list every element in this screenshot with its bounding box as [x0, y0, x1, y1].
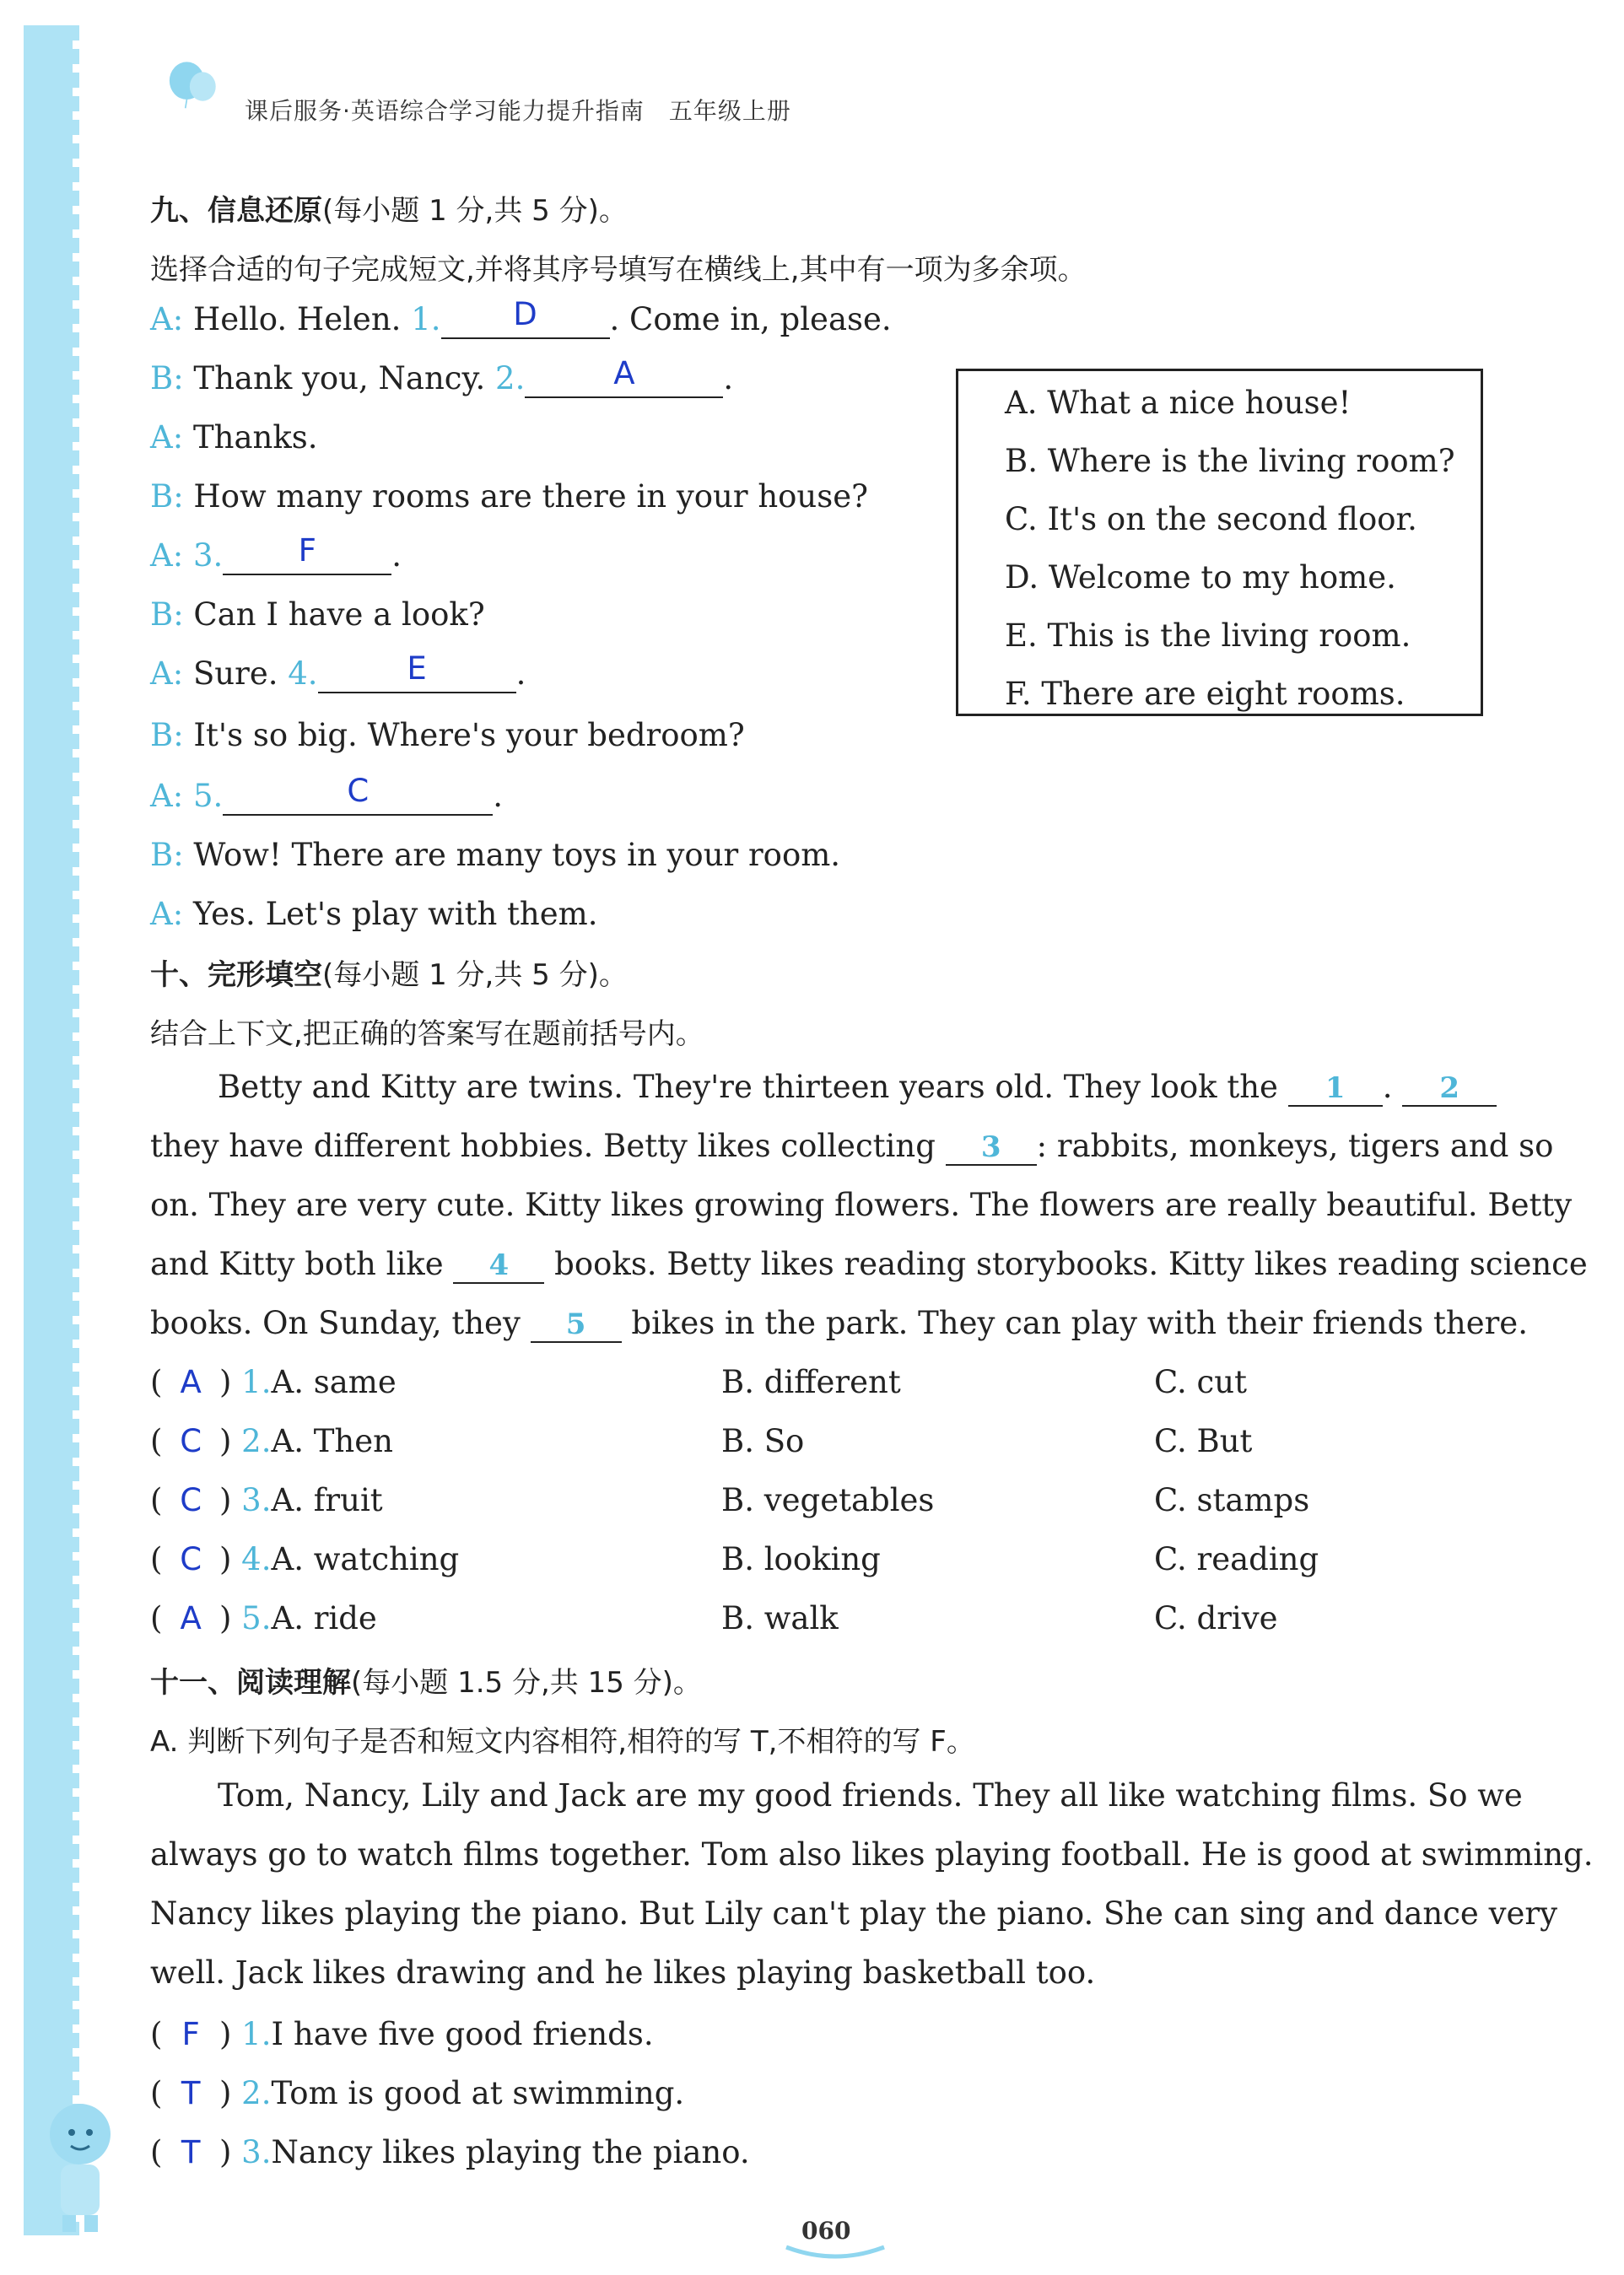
passage-line: they have different hobbies. Betty likes collecting 3 : rabbits, monkeys, tigers and so — [150, 1128, 1554, 1164]
passage-line: on. They are very cute. Kitty likes growing flowers. The flowers are really beautiful. Betty — [150, 1187, 1573, 1223]
section9-instruction: 选择合适的句子完成短文,并将其序号填写在横线上,其中有一项为多余项。 — [150, 253, 1087, 287]
page-header: 课后服务·英语综合学习能力提升指南 五年级上册 — [245, 97, 791, 125]
option-c: C. drive — [1154, 1600, 1278, 1636]
option-item: F. There are eight rooms. — [1005, 676, 1405, 712]
dialog-line: A: Thanks. — [150, 419, 318, 456]
section11-heading: 十一、阅读理解(每小题 1.5 分,共 15 分)。 — [150, 1666, 702, 1700]
cloze-question: ( C ) 3.A. fruit — [150, 1482, 383, 1518]
tf-question: ( F ) 1.I have five good friends. — [150, 2016, 654, 2052]
option-b: B. different — [721, 1364, 901, 1400]
tf-question: ( T ) 3.Nancy likes playing the piano. — [150, 2134, 750, 2170]
dialog-line: A: Yes. Let's play with them. — [150, 896, 598, 932]
option-b: B. vegetables — [721, 1482, 935, 1518]
options-box — [956, 369, 1483, 716]
cloze-question: ( A ) 1.A. same — [150, 1364, 397, 1400]
option-item: A. What a nice house! — [1005, 385, 1352, 421]
section10-instruction: 结合上下文,把正确的答案写在题前括号内。 — [150, 1017, 704, 1051]
cloze-question: ( A ) 5.A. ride — [150, 1600, 377, 1636]
option-b: B. walk — [721, 1600, 839, 1636]
dialog-line: B: It's so big. Where's your bedroom? — [150, 717, 745, 753]
section11-instruction: A. 判断下列句子是否和短文内容相符,相符的写 T,不相符的写 F。 — [150, 1725, 975, 1759]
dialog-line: B: Thank you, Nancy. 2. A . — [150, 355, 734, 396]
dialog-line: A: 3. F . — [150, 532, 402, 574]
option-b: B. looking — [721, 1541, 881, 1577]
passage-line: Betty and Kitty are twins. They're thirteen years old. They look the 1 . 2 — [218, 1069, 1497, 1107]
reading-passage-line: Nancy likes playing the piano. But Lily can't play the piano. She can sing and dance very — [150, 1895, 1557, 1932]
dialog-line: A: Sure. 4. E . — [150, 650, 526, 692]
dialog-line: A: 5. C . — [150, 773, 504, 814]
reading-passage-line: always go to watch films together. Tom also likes playing football. He is good at swimming. — [150, 1836, 1594, 1873]
page-number-swoosh-icon — [785, 2244, 886, 2262]
cloze-question: ( C ) 4.A. watching — [150, 1541, 460, 1577]
tf-question: ( T ) 2.Tom is good at swimming. — [150, 2075, 685, 2111]
dialog-line: B: How many rooms are there in your house? — [150, 478, 868, 515]
option-c: C. reading — [1154, 1541, 1319, 1577]
section9-heading: 九、信息还原(每小题 1 分,共 5 分)。 — [150, 194, 628, 228]
side-decoration-band — [24, 25, 76, 2235]
option-item: C. It's on the second floor. — [1005, 501, 1417, 537]
passage-line: and Kitty both like 4 books. Betty likes reading storybooks. Kitty likes reading science — [150, 1246, 1588, 1282]
option-item: D. Welcome to my home. — [1005, 559, 1396, 596]
cloze-question: ( C ) 2.A. Then — [150, 1423, 393, 1459]
reading-passage-line: well. Jack likes drawing and he likes playing basketball too. — [150, 1954, 1096, 1991]
option-b: B. So — [721, 1423, 805, 1459]
page-number: 060 — [801, 2217, 851, 2245]
cartoon-boy-icon — [34, 2092, 127, 2235]
balloon-logo-icon — [160, 59, 228, 110]
option-item: E. This is the living room. — [1005, 617, 1411, 654]
dialog-line: B: Wow! There are many toys in your room. — [150, 837, 841, 873]
dialog-line: A: Hello. Helen. 1. D . Come in, please. — [150, 296, 892, 337]
passage-line: books. On Sunday, they 5 bikes in the park. They can play with their friends there. — [150, 1305, 1528, 1341]
option-c: C. cut — [1154, 1364, 1247, 1400]
option-item: B. Where is the living room? — [1005, 443, 1455, 479]
dialog-line: B: Can I have a look? — [150, 596, 485, 633]
option-c: C. stamps — [1154, 1482, 1310, 1518]
side-decoration-edge — [73, 25, 79, 2235]
section10-heading: 十、完形填空(每小题 1 分,共 5 分)。 — [150, 958, 628, 992]
reading-passage-line: Tom, Nancy, Lily and Jack are my good friends. They all like watching films. So we — [218, 1777, 1523, 1814]
option-c: C. But — [1154, 1423, 1253, 1459]
